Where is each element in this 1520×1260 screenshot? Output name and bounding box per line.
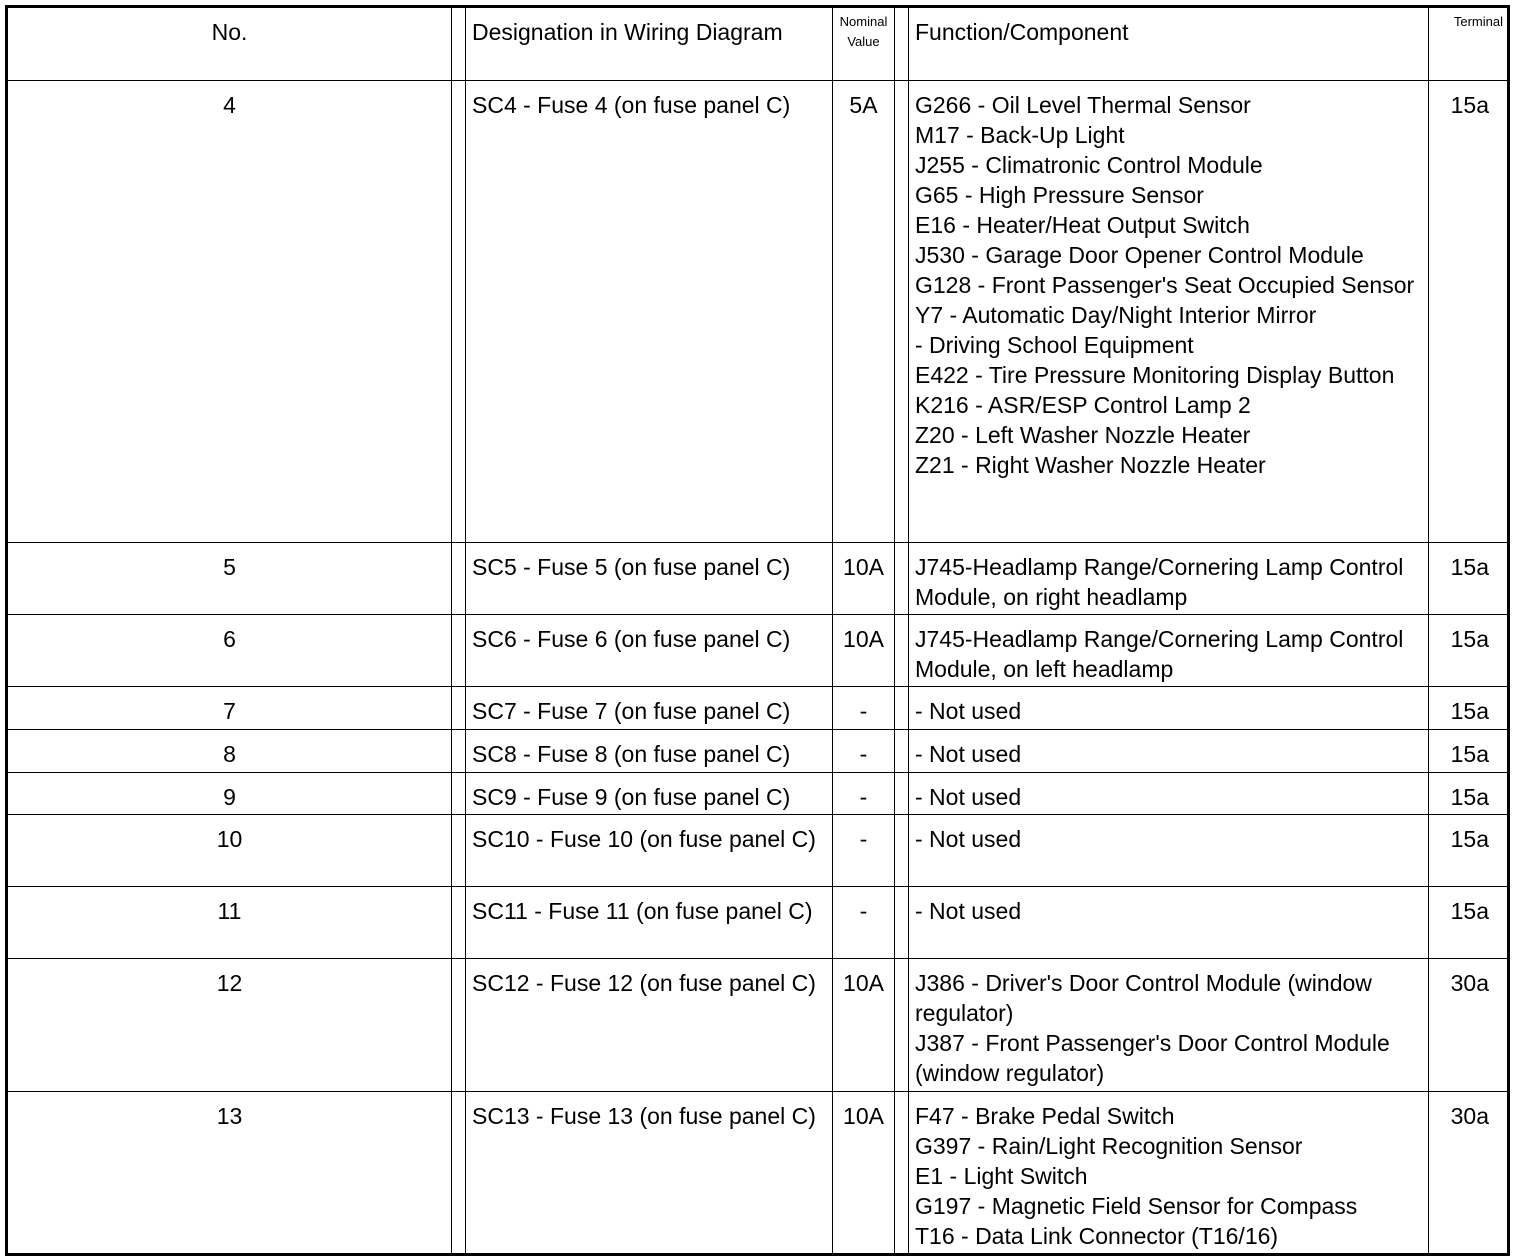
cell-terminal: 15a (1429, 543, 1509, 615)
function-line: - Not used (915, 741, 1022, 767)
spacer-cell (452, 773, 466, 815)
function-line: G128 - Front Passenger's Seat Occupied Sensor (915, 272, 1415, 298)
header-designation: Designation in Wiring Diagram (466, 7, 833, 81)
spacer-cell (452, 615, 466, 687)
header-nominal-line: Value (847, 34, 880, 49)
spacer-cell (452, 815, 466, 887)
cell-no: 8 (7, 730, 452, 773)
cell-nominal: - (833, 815, 895, 887)
cell-nominal: 10A (833, 615, 895, 687)
function-line: M17 - Back-Up Light (915, 122, 1125, 148)
function-line: - Not used (915, 698, 1022, 724)
spacer-cell (895, 687, 909, 730)
cell-terminal: 15a (1429, 887, 1509, 959)
table-row (7, 730, 1509, 773)
header-function: Function/Component (909, 7, 1429, 81)
function-line: - Not used (915, 826, 1022, 852)
spacer-cell (452, 81, 466, 543)
function-line: Z20 - Left Washer Nozzle Heater (915, 422, 1251, 448)
function-line: J745-Headlamp Range/Cornering Lamp Control Module, on right headlamp (915, 554, 1404, 610)
function-line: G65 - High Pressure Sensor (915, 182, 1204, 208)
table-row (7, 959, 1509, 1092)
function-line: F47 - Brake Pedal Switch (915, 1103, 1175, 1129)
table-row (7, 773, 1509, 815)
cell-function (909, 773, 1429, 815)
function-line: J745-Headlamp Range/Cornering Lamp Control Module, on left headlamp (915, 626, 1404, 682)
cell-designation: SC7 - Fuse 7 (on fuse panel C) (466, 687, 833, 730)
spacer-cell (895, 1092, 909, 1255)
cell-function (909, 615, 1429, 687)
header-nominal-line: Nominal (839, 14, 888, 29)
table-row (7, 887, 1509, 959)
cell-designation: SC11 - Fuse 11 (on fuse panel C) (466, 887, 833, 959)
spacer-cell (895, 773, 909, 815)
cell-function (909, 959, 1429, 1092)
table-row (7, 543, 1509, 615)
cell-designation: SC13 - Fuse 13 (on fuse panel C) (466, 1092, 833, 1255)
header-no: No. (7, 7, 452, 81)
function-line: Y7 - Automatic Day/Night Interior Mirror (915, 302, 1317, 328)
function-line: J530 - Garage Door Opener Control Module (915, 242, 1364, 268)
cell-function (909, 81, 1429, 543)
cell-nominal: 10A (833, 959, 895, 1092)
cell-nominal: - (833, 687, 895, 730)
cell-no: 5 (7, 543, 452, 615)
function-line: - Not used (915, 898, 1022, 924)
function-line: - Driving School Equipment (915, 332, 1194, 358)
cell-no: 12 (7, 959, 452, 1092)
spacer-cell (895, 81, 909, 543)
cell-nominal: - (833, 730, 895, 773)
table-row (7, 81, 1509, 543)
table-row (7, 687, 1509, 730)
function-line: G197 - Magnetic Field Sensor for Compass (915, 1193, 1358, 1219)
cell-terminal: 15a (1429, 81, 1509, 543)
cell-designation: SC9 - Fuse 9 (on fuse panel C) (466, 773, 833, 815)
spacer-cell (452, 1092, 466, 1255)
table-row (7, 615, 1509, 687)
spacer-cell (452, 887, 466, 959)
cell-no: 7 (7, 687, 452, 730)
spacer-cell (452, 543, 466, 615)
cell-terminal: 15a (1429, 615, 1509, 687)
table-row (7, 815, 1509, 887)
spacer-cell (895, 887, 909, 959)
cell-no: 4 (7, 81, 452, 543)
cell-no: 9 (7, 773, 452, 815)
cell-terminal: 30a (1429, 959, 1509, 1092)
cell-no: 10 (7, 815, 452, 887)
header-nominal (833, 7, 895, 81)
function-line: J387 - Front Passenger's Door Control Module (window regulator) (915, 1030, 1390, 1086)
cell-terminal: 15a (1429, 773, 1509, 815)
spacer-cell (895, 7, 909, 81)
cell-no: 6 (7, 615, 452, 687)
header-row (7, 7, 1509, 81)
cell-designation: SC12 - Fuse 12 (on fuse panel C) (466, 959, 833, 1092)
fuse-table (5, 5, 1510, 1256)
cell-no: 11 (7, 887, 452, 959)
cell-terminal: 15a (1429, 687, 1509, 730)
cell-nominal: 10A (833, 543, 895, 615)
function-line: Z21 - Right Washer Nozzle Heater (915, 452, 1266, 478)
cell-designation: SC6 - Fuse 6 (on fuse panel C) (466, 615, 833, 687)
cell-nominal: - (833, 887, 895, 959)
table-row (7, 1092, 1509, 1255)
spacer-cell (895, 543, 909, 615)
cell-function (909, 1092, 1429, 1255)
cell-terminal: 15a (1429, 730, 1509, 773)
cell-function (909, 730, 1429, 773)
function-line: - Not used (915, 784, 1022, 810)
cell-designation: SC8 - Fuse 8 (on fuse panel C) (466, 730, 833, 773)
cell-function (909, 887, 1429, 959)
spacer-cell (452, 959, 466, 1092)
cell-function (909, 687, 1429, 730)
function-line: K216 - ASR/ESP Control Lamp 2 (915, 392, 1251, 418)
cell-no: 13 (7, 1092, 452, 1255)
spacer-cell (452, 730, 466, 773)
cell-nominal: 10A (833, 1092, 895, 1255)
cell-nominal: 5A (833, 81, 895, 543)
cell-function (909, 543, 1429, 615)
header-terminal: Terminal (1429, 7, 1509, 81)
spacer-cell (895, 815, 909, 887)
function-line: E422 - Tire Pressure Monitoring Display Button (915, 362, 1395, 388)
function-line: J386 - Driver's Door Control Module (window regulator) (915, 970, 1372, 1026)
function-line: J255 - Climatronic Control Module (915, 152, 1263, 178)
function-line: E16 - Heater/Heat Output Switch (915, 212, 1250, 238)
cell-terminal: 15a (1429, 815, 1509, 887)
cell-terminal: 30a (1429, 1092, 1509, 1255)
spacer-cell (895, 959, 909, 1092)
cell-designation: SC4 - Fuse 4 (on fuse panel C) (466, 81, 833, 543)
cell-designation: SC10 - Fuse 10 (on fuse panel C) (466, 815, 833, 887)
table-body (7, 7, 1509, 1255)
function-line: T16 - Data Link Connector (T16/16) (915, 1223, 1279, 1249)
function-line: G397 - Rain/Light Recognition Sensor (915, 1133, 1303, 1159)
cell-function (909, 815, 1429, 887)
spacer-cell (895, 615, 909, 687)
spacer-cell (452, 7, 466, 81)
function-line: G266 - Oil Level Thermal Sensor (915, 92, 1251, 118)
cell-designation: SC5 - Fuse 5 (on fuse panel C) (466, 543, 833, 615)
spacer-cell (452, 687, 466, 730)
function-line: E1 - Light Switch (915, 1163, 1088, 1189)
spacer-cell (895, 730, 909, 773)
cell-nominal: - (833, 773, 895, 815)
